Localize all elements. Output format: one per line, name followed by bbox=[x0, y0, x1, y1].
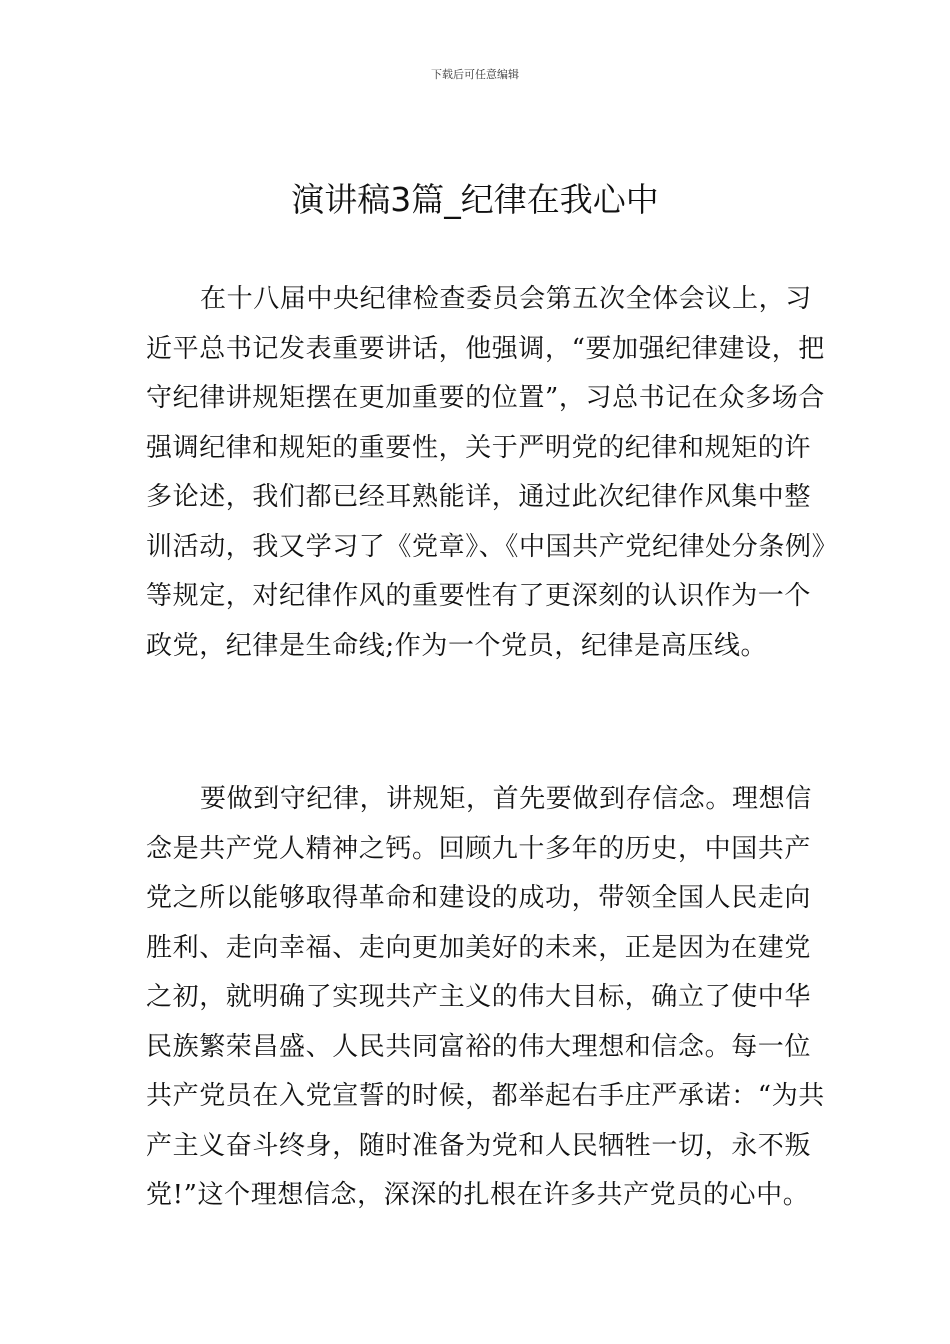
header-note: 下载后可任意编辑 bbox=[431, 68, 519, 81]
paragraph-2: 要做到守纪律，讲规矩，首先要做到存信念。理想信念是共产党人精神之钙。回顾九十多年的历史，中国共产党之所以能够取得革命和建设的成功，带领全国人民走向胜利、走向幸福、走向更加美好的未来，正是因为在建党之初，就明确了实现共产主义的伟大目标，确立了使中华民族繁荣昌盛、人民共同富裕的伟大理想和信念。每一位共产党员在入党宣誓的时候，都举起右手庄严承诺：“为共产主义奋斗终身，随时准备为党和人民牺牲一切，永不叛党!”这个理想信念，深深的扎根在许多共产党员的心中。 bbox=[146, 784, 825, 1210]
paragraph-1: 在十八届中央纪律检查委员会第五次全体会议上，习近平总书记发表重要讲话，他强调，“要加强纪律建设，把守纪律讲规矩摆在更加重要的位置”，习总书记在众多场合强调纪律和规矩的重要性，关于严明党的纪律和规矩的许多论述，我们都已经耳熟能详，通过此次纪律作风集中整训活动，我又学习了《党章》、《中国共产党纪律处分条例》等规定，对纪律作风的重要性有了更深刻的认识作为一个政党，纪律是生命线;作为一个党员，纪律是高压线。 bbox=[146, 284, 826, 661]
document-title: 演讲稿3篇_纪律在我心中 bbox=[291, 180, 659, 219]
